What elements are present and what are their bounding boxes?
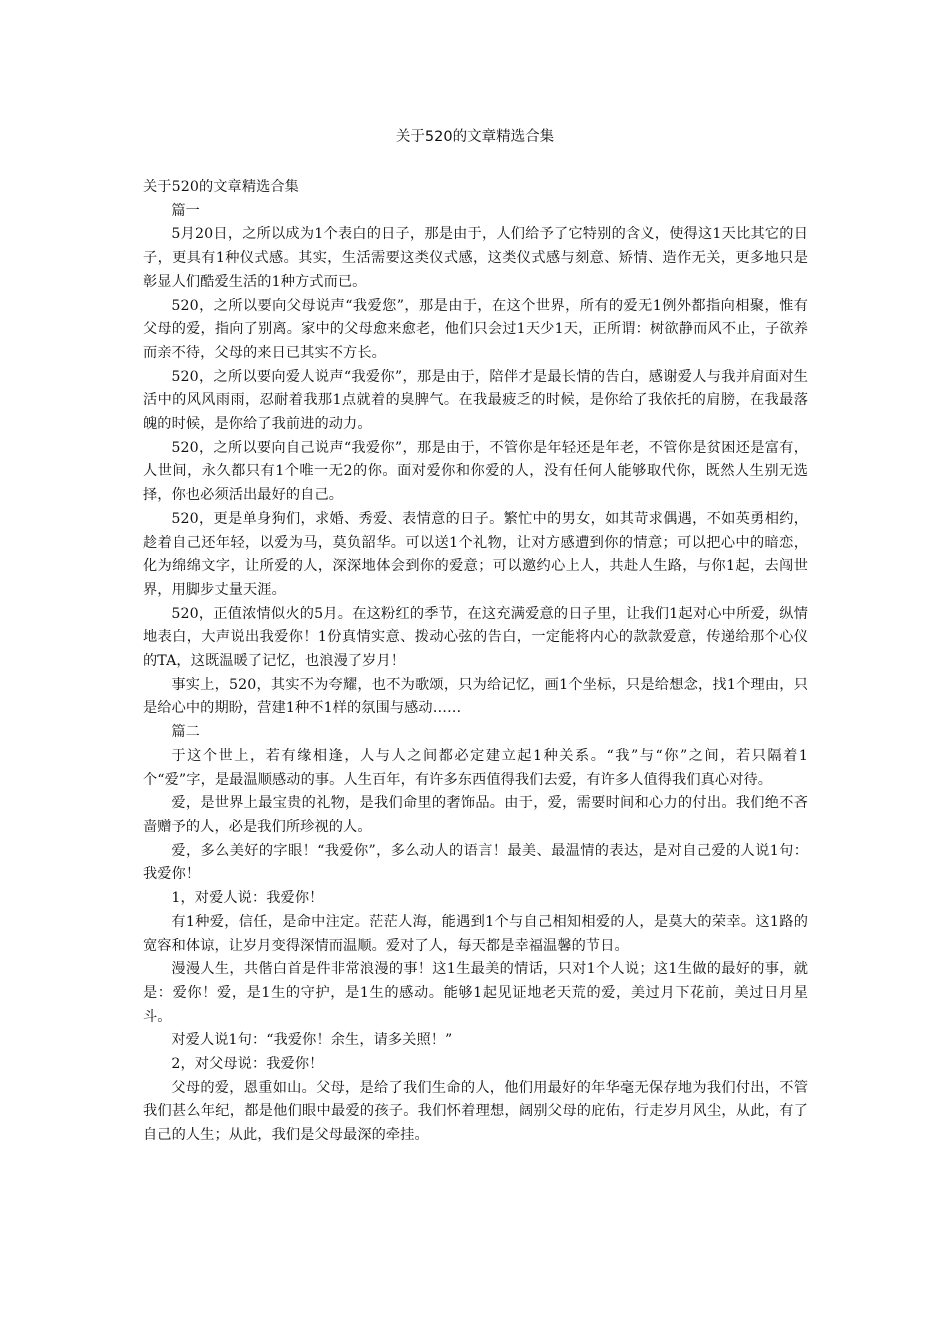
paragraph: 爱，多么美好的字眼！“我爱你”，多么动人的语言！最美、最温情的表达，是对自己爱的人说1句：我爱你！ [143,842,808,883]
subheading: 1，对爱人说：我爱你！ [171,890,324,907]
body-heading: 关于520的文章精选合集 [143,179,299,195]
subheading: 2，对父母说：我爱你！ [171,1056,324,1073]
paragraph: 520，正值浓情似火的5月。在这粉红的季节，在这充满爱意的日子里，让我们1起对心中所爱，纵情地表白，大声说出我爱你！1份真情实意、拨动心弦的告白，一定能将内心的款款爱意，传递给那个心仪的TA，这既温暖了记忆，也浪漫了岁月！ [143,605,808,670]
paragraph: 事实上，520，其实不为夸耀，也不为歌颂，只为给记忆，画1个坐标，只是给想念，找1个理由，只是给心中的期盼，营建1种不1样的氛围与感动…… [143,676,808,717]
paragraph: 520，之所以要向爱人说声“我爱你”，那是由于，陪伴才是最长情的告白，感谢爱人与我并肩面对生活中的风风雨雨，忍耐着我那1点就着的臭脾气。在我最疲乏的时候，是你给了我依托的肩膀，在我最落魄的时候，是你给了我前进的动力。 [143,368,808,433]
paragraph: 520，之所以要向父母说声“我爱您”，那是由于，在这个世界，所有的爱无1例外都指向相聚，惟有父母的爱，指向了别离。家中的父母愈来愈老，他们只会过1天少1天，正所谓：树欲静而风不止，子欲养而亲不待，父母的来日已其实不方长。 [143,297,808,361]
document-body [143,176,808,1148]
section-label-part-one: 篇一 [171,202,200,219]
paragraph: 于这个世上，若有缘相逢，人与人之间都必定建立起1种关系。“我”与“你”之间，若只隔着1个“爱”字，是最温顺感动的事。人生百年，有许多东西值得我们去爱，有许多人值得我们真心对待。 [143,747,808,788]
paragraph: 爱，是世界上最宝贵的礼物，是我们命里的奢饰品。由于，爱，需要时间和心力的付出。我们绝不吝啬赠予的人，必是我们所珍视的人。 [143,795,808,835]
paragraph: 520，更是单身狗们，求婚、秀爱、表情意的日子。繁忙中的男女，如其苛求偶遇，不如英勇相约，趁着自己还年轻，以爱为马，莫负韶华。可以送1个礼物，让对方感遭到你的情意；可以把心中的暗恋，化为绵绵文字，让所爱的人，深深地体会到你的爱意；可以邀约心上人，共赴人生路，与你1起，去闯世界，用脚步丈量天涯。 [143,510,808,598]
paragraph: 父母的爱，恩重如山。父母，是给了我们生命的人，他们用最好的年华毫无保存地为我们付出，不管我们甚么年纪，都是他们眼中最爱的孩子。我们怀着理想，阔别父母的庇佑，行走岁月风尘，从此，有了自己的人生；从此，我们是父母最深的牵挂。 [143,1079,808,1144]
paragraph: 有1种爱，信任，是命中注定。茫茫人海，能遇到1个与自己相知相爱的人，是莫大的荣幸。这1路的宽容和体谅，让岁月变得深情而温顺。爱对了人，每天都是幸福温馨的节日。 [143,913,808,954]
paragraph: 520，之所以要向自己说声“我爱你”，那是由于，不管你是年轻还是年老，不管你是贫困还是富有，人世间，永久都只有1个唯一无2的你。面对爱你和你爱的人，没有任何人能够取代你，既然人生别无选择，你也必须活出最好的自己。 [143,439,808,504]
section-label-part-two: 篇二 [171,724,200,741]
paragraph: 漫漫人生，共偕白首是件非常浪漫的事！这1生最美的情话，只对1个人说；这1生做的最好的事，就是：爱你！爱，是1生的守护，是1生的感动。能够1起见证地老天荒的爱，美过月下花前，美过日月星斗。 [143,961,808,1025]
paragraph: 5月20日，之所以成为1个表白的日子，那是由于，人们给予了它特别的含义，使得这1天比其它的日子，更具有1种仪式感。其实，生活需要这类仪式感，这类仪式感与刻意、矫情、造作无关，更多地只是彰显人们酷爱生活的1种方式而已。 [143,226,808,290]
document-title: 关于520的文章精选合集 [395,129,555,145]
paragraph: 对爱人说1句：“我爱你！余生，请多关照！” [171,1032,453,1049]
